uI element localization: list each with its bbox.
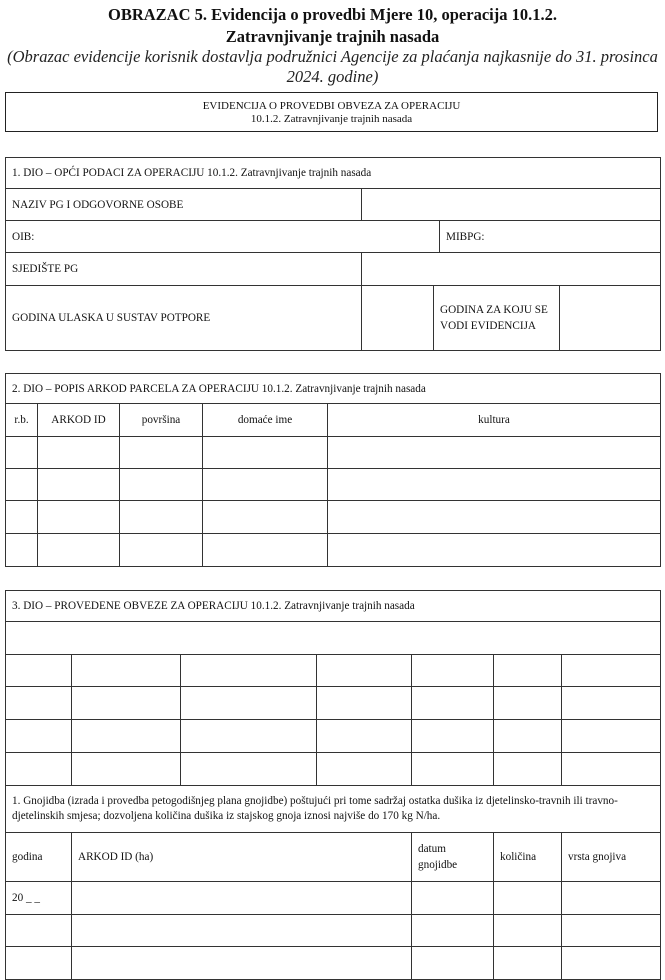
sjediste-label: SJEDIŠTE PG	[6, 253, 362, 286]
cell[interactable]	[203, 437, 328, 469]
col-arkod-id: ARKOD ID	[38, 404, 120, 437]
col-povrsina: površina	[120, 404, 203, 437]
col-godina: godina	[6, 833, 72, 882]
header-box-line1: EVIDENCIJA O PROVEDBI OBVEZA ZA OPERACIJU	[202, 100, 461, 112]
cell[interactable]	[412, 882, 494, 915]
table-row	[6, 437, 661, 469]
obligation-1-text: 1. Gnojidba (izrada i provedba petogodišnjeg plana gnojidbe) poštujući pri tome sadržaj ostatka dušika iz djetelinsko-travnih ili travno-djetelinskih smjesa; dozvoljena količina dušika iz stajskog gnoja iznosi najviše do 170 kg N/ha.	[6, 786, 661, 833]
cell[interactable]	[317, 753, 412, 786]
naziv-label: NAZIV PG I ODGOVORNE OSOBE	[6, 189, 362, 221]
section3-title: 3. DIO – PROVEDENE OBVEZE ZA OPERACIJU 10.1.2. Zatravnjivanje trajnih nasada	[6, 591, 661, 622]
cell[interactable]	[412, 655, 494, 687]
table-row	[6, 882, 661, 915]
col-kolicina: količina	[494, 833, 562, 882]
cell[interactable]	[72, 915, 412, 947]
cell[interactable]	[562, 655, 661, 687]
table-row	[6, 915, 661, 947]
cell[interactable]	[412, 687, 494, 720]
cell[interactable]	[562, 915, 661, 947]
cell[interactable]	[6, 469, 38, 501]
cell[interactable]	[203, 534, 328, 567]
section2-table	[5, 373, 661, 567]
table-row	[6, 687, 661, 720]
table-row	[6, 501, 661, 534]
cell[interactable]	[72, 720, 181, 753]
col-rb: r.b.	[6, 404, 38, 437]
col-arkod-id-ha: ARKOD ID (ha)	[72, 833, 412, 882]
cell[interactable]	[412, 915, 494, 947]
cell[interactable]	[562, 882, 661, 915]
cell[interactable]	[317, 687, 412, 720]
cell[interactable]	[120, 437, 203, 469]
sjediste-field[interactable]	[362, 253, 661, 286]
cell[interactable]	[328, 437, 661, 469]
section1-title: 1. DIO – OPĆI PODACI ZA OPERACIJU 10.1.2. Zatravnjivanje trajnih nasada	[6, 158, 661, 189]
cell[interactable]	[181, 687, 317, 720]
cell[interactable]	[38, 469, 120, 501]
header-box-line2: 10.1.2. Zatravnjivanje trajnih nasada	[250, 113, 413, 125]
cell[interactable]	[120, 534, 203, 567]
cell[interactable]	[412, 753, 494, 786]
cell[interactable]	[181, 655, 317, 687]
cell[interactable]	[72, 655, 181, 687]
table-row	[6, 947, 661, 980]
cell[interactable]	[72, 947, 412, 980]
table-row	[6, 720, 661, 753]
cell[interactable]	[494, 720, 562, 753]
cell[interactable]	[494, 915, 562, 947]
cell[interactable]	[38, 437, 120, 469]
godina-ulaska-field[interactable]	[362, 286, 434, 351]
cell[interactable]	[72, 687, 181, 720]
col-datum-gnojidbe: datum gnojidbe	[412, 833, 494, 882]
section2-title: 2. DIO – POPIS ARKOD PARCELA ZA OPERACIJU 10.1.2. Zatravnjivanje trajnih nasada	[6, 374, 661, 404]
cell[interactable]	[328, 469, 661, 501]
cell[interactable]	[6, 947, 72, 980]
cell[interactable]	[203, 501, 328, 534]
cell[interactable]	[317, 655, 412, 687]
cell[interactable]	[328, 534, 661, 567]
cell[interactable]	[562, 720, 661, 753]
mibpg-field[interactable]: MIBPG:	[440, 221, 661, 253]
oib-field[interactable]: OIB:	[6, 221, 440, 253]
cell[interactable]	[6, 687, 72, 720]
cell[interactable]	[6, 915, 72, 947]
godina-evidencija-label: GODINA ZA KOJU SE VODI EVIDENCIJA	[434, 286, 560, 351]
table-row	[6, 469, 661, 501]
table-row	[6, 534, 661, 567]
cell[interactable]	[6, 534, 38, 567]
cell[interactable]	[6, 753, 72, 786]
col-domace-ime: domaće ime	[203, 404, 328, 437]
cell[interactable]	[6, 501, 38, 534]
naziv-field[interactable]	[362, 189, 661, 221]
col-kultura: kultura	[328, 404, 661, 437]
cell[interactable]	[72, 753, 181, 786]
cell[interactable]	[38, 534, 120, 567]
form-subtitle-line1: (Obrazac evidencije korisnik dostavlja podružnici Agencije za plaćanja najkasnije do 31. prosinca	[7, 47, 658, 66]
cell[interactable]	[6, 655, 72, 687]
cell[interactable]	[317, 720, 412, 753]
cell[interactable]	[494, 687, 562, 720]
table-row	[6, 655, 661, 687]
cell[interactable]	[6, 437, 38, 469]
form-subtitle-line2: 2024. godine)	[286, 67, 379, 86]
cell[interactable]	[494, 947, 562, 980]
form-title-line2: Zatravnjivanje trajnih nasada	[225, 27, 440, 46]
cell[interactable]	[494, 655, 562, 687]
cell[interactable]	[181, 753, 317, 786]
year-cell[interactable]: 20 _ _	[6, 882, 72, 915]
section1-table	[5, 157, 661, 351]
cell[interactable]	[120, 469, 203, 501]
cell[interactable]	[412, 947, 494, 980]
cell[interactable]	[203, 469, 328, 501]
col-vrsta-gnojiva: vrsta gnojiva	[562, 833, 661, 882]
cell[interactable]	[38, 501, 120, 534]
cell[interactable]	[562, 687, 661, 720]
table-row	[6, 753, 661, 786]
header-box	[5, 92, 658, 132]
cell[interactable]	[494, 882, 562, 915]
cell[interactable]	[562, 947, 661, 980]
cell[interactable]	[328, 501, 661, 534]
cell[interactable]	[494, 753, 562, 786]
cell[interactable]	[181, 720, 317, 753]
cell[interactable]	[6, 720, 72, 753]
section3-table	[5, 590, 661, 980]
cell[interactable]	[120, 501, 203, 534]
cell[interactable]	[72, 882, 412, 915]
cell[interactable]	[412, 720, 494, 753]
blank-row[interactable]	[6, 622, 661, 655]
godina-evidencija-field[interactable]	[560, 286, 661, 351]
cell[interactable]	[562, 753, 661, 786]
form-title-line1: OBRAZAC 5. Evidencija o provedbi Mjere 10, operacija 10.1.2.	[108, 5, 557, 24]
godina-ulaska-label: GODINA ULASKA U SUSTAV POTPORE	[6, 286, 362, 351]
